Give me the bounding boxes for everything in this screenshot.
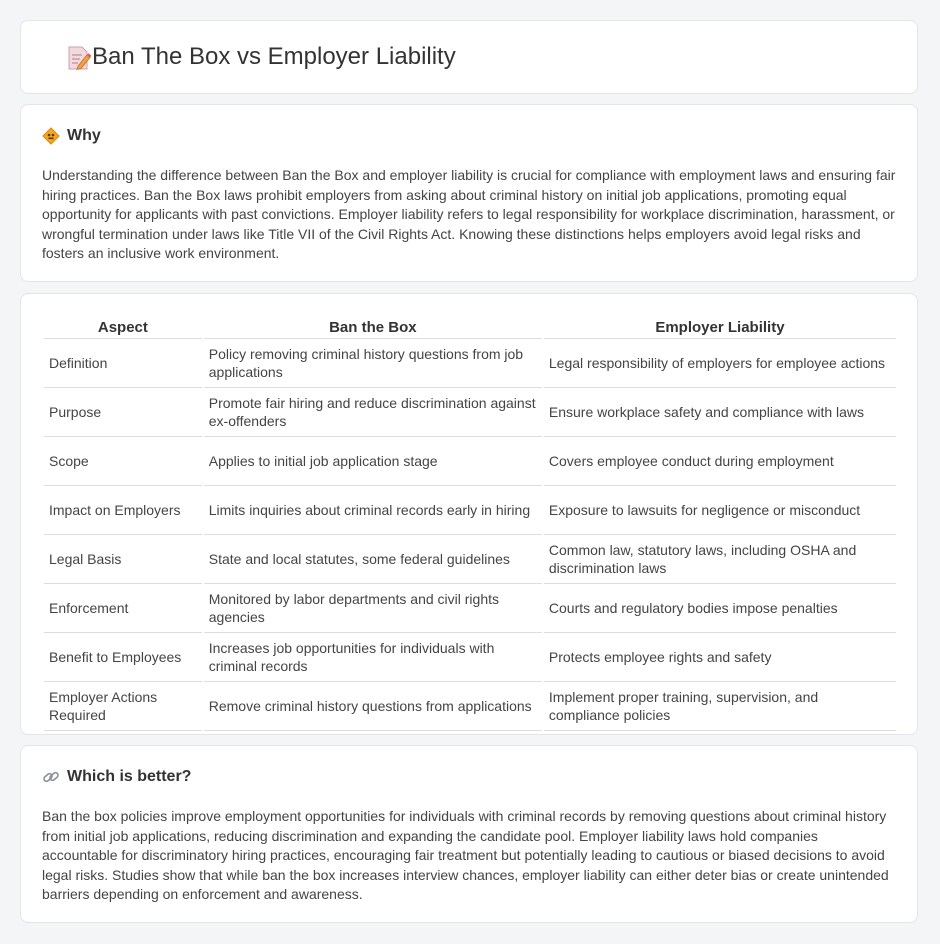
aspect-cell: Enforcement [44,584,202,633]
why-heading: Why [67,127,101,144]
aspect-cell: Purpose [44,388,202,437]
table-row [44,437,896,486]
why-text: Understanding the difference between Ban the Box and employer liability is crucial for compliance with employment laws and ensuring fair hiring practices. Ban the Box laws prohibit employers from asking about criminal history on initial job applications, promoting equal opportunity for applicants with past convictions. Employer liability refers to legal responsibility for workplace discrimination, harassment, or wrongful termination under laws like Title VII of the Civil Rights Act. Knowing these distinctions helps employers avoid legal risks and fosters an inclusive work environment. [42,167,896,262]
aspect-cell: Benefit to Employees [44,633,202,682]
ban-the-box-cell: Policy removing criminal history questions from job applications [204,339,542,388]
better-heading: Which is better? [67,768,192,785]
better-heading-row [42,768,191,786]
table-row [44,388,896,437]
table-header-row [44,316,896,339]
employer-liability-cell: Protects employee rights and safety [544,633,896,682]
link-icon [42,768,60,786]
employer-liability-cell: Courts and regulatory bodies impose penalties [544,584,896,633]
ban-the-box-cell: Applies to initial job application stage [204,437,542,486]
aspect-cell: Scope [44,437,202,486]
comparison-table [42,316,898,731]
header-aspect: Aspect [44,316,202,339]
header-ban-the-box: Ban the Box [204,316,542,339]
employer-liability-cell: Ensure workplace safety and compliance with laws [544,388,896,437]
why-heading-row [42,127,101,145]
employer-liability-cell: Exposure to lawsuits for negligence or misconduct [544,486,896,535]
aspect-cell: Definition [44,339,202,388]
ban-the-box-cell: State and local statutes, some federal guidelines [204,535,542,584]
better-text: Ban the box policies improve employment opportunities for individuals with criminal records by removing questions about criminal history from initial job applications, reducing discrimination and expanding the candidate pool. Employer liability laws hold companies accountable for discriminatory hiring practices, encouraging fair treatment but potentially leading to cautious or biased decisions to avoid legal risks. Studies show that while ban the box increases interview chances, employer liability can either deter bias or create unintended barriers depending on enforcement and awareness. [42,808,889,903]
aspect-cell: Employer Actions Required [44,682,202,731]
title-card [20,20,918,94]
aspect-cell: Legal Basis [44,535,202,584]
table-row [44,486,896,535]
table-row [44,535,896,584]
header-employer-liability: Employer Liability [544,316,896,339]
warning-diamond-icon [42,127,60,145]
which-is-better-section [20,745,918,923]
why-section [20,104,918,282]
employer-liability-cell: Legal responsibility of employers for employee actions [544,339,896,388]
ban-the-box-cell: Promote fair hiring and reduce discrimination against ex-offenders [204,388,542,437]
ban-the-box-cell: Monitored by labor departments and civil rights agencies [204,584,542,633]
table-row [44,633,896,682]
page-title: Ban The Box vs Employer Liability [92,43,456,70]
table-row [44,339,896,388]
ban-the-box-cell: Increases job opportunities for individuals with criminal records [204,633,542,682]
employer-liability-cell: Implement proper training, supervision, and compliance policies [544,682,896,731]
ban-the-box-cell: Limits inquiries about criminal records early in hiring [204,486,542,535]
ban-the-box-cell: Remove criminal history questions from applications [204,682,542,731]
document-pencil-icon [67,45,91,71]
employer-liability-cell: Covers employee conduct during employment [544,437,896,486]
table-row [44,682,896,731]
table-row [44,584,896,633]
employer-liability-cell: Common law, statutory laws, including OSHA and discrimination laws [544,535,896,584]
aspect-cell: Impact on Employers [44,486,202,535]
comparison-card [20,293,918,735]
